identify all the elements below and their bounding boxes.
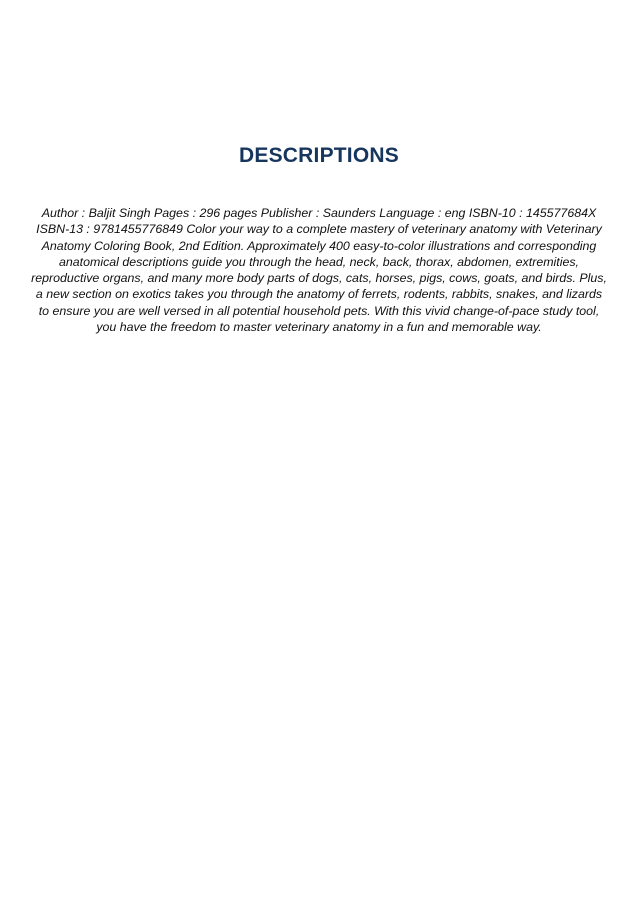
section-heading: DESCRIPTIONS (239, 144, 399, 167)
book-description: Author : Baljit Singh Pages : 296 pages Publisher : Saunders Language : eng ISBN-10 : 145577684X ISBN-13 : 9781455776849 Color your way to a complete mastery of veterinary anatomy with Veterinary Anatomy Coloring Book, 2nd Edition. Approximately 400 easy-to-color illustrations and corresponding anatomical descriptions guide you through the head, neck, back, thorax, abdomen, extremities, reproductive organs, and many more body parts of dogs, cats, horses, pigs, cows, goats, and birds. Plus, a new section on exotics takes you through the anatomy of ferrets, rodents, rabbits, snakes, and lizards to ensure you are well versed in all potential household pets. With this vivid change-of-pace study tool, you have the freedom to master veterinary anatomy in a fun and memorable way. (31, 206, 607, 335)
